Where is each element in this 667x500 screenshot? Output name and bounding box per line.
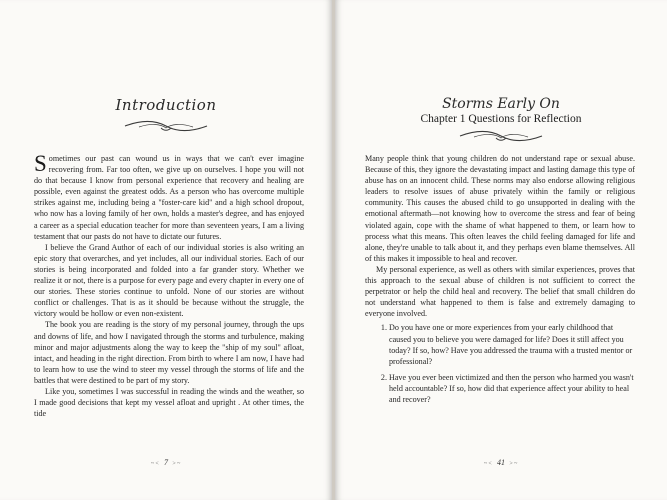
paragraph: My personal experience, as well as others with similar experiences, proves that this approach to the sexual abuse of children is not sufficient to correct the perpetrator or help the child heal and recovery. The belief that small children do not understand what happened to them is false and extremely damaging to everyone involved. xyxy=(365,264,635,319)
question-item: 2. Have you ever been victimized and then the person who harmed you wasn't held accountable? If so, how did that experience affect your ability to heal and recover? xyxy=(389,372,635,405)
right-body-text xyxy=(365,153,635,410)
footer-ornament-icon: ~< xyxy=(483,461,493,467)
paragraph: Sometimes our past can wound us in ways that we can't ever imagine recovering from. Far too often, we give up on ourselves. I hope you will not do that because I know from personal experience that recovery and healing are possible, even against the greatest odds. As a person who has overcome multiple strikes against me, including being a "foster-care kid" and a high school dropout, who now has a loving family of her own, holds a master's degree, and has enjoyed a career as a special education teacher for more than seventeen years, I am a living testament that our pasts do not have to dictate our futures. xyxy=(34,151,304,241)
drop-cap: S xyxy=(34,151,47,176)
reflection-questions xyxy=(365,322,635,405)
page-number: 41 xyxy=(497,458,505,467)
page-footer xyxy=(335,458,667,467)
paragraph: The book you are reading is the story of my personal journey, through the ups and downs of life, and how I navigated through the storms and turbulence, making minor and major adjustments along the way to keep the "ship of my soul" afloat, intact, and heading in the right direction. From birth to where I am now, I have had to learn how to use the wind to steer my vessel through the storms of life and the battles that were destined to be part of my story. xyxy=(34,320,304,385)
right-page xyxy=(335,0,667,500)
left-body-text xyxy=(34,153,304,419)
footer-ornament-icon: ~< xyxy=(150,461,160,467)
flourish-ornament-icon xyxy=(456,128,546,144)
question-item: 1. Do you have one or more experiences from your early childhood that caused you to believe you were damaged for life? Does it still affect you today? If so, how? Have you addressed the trauma with a trusted mentor or professional? xyxy=(389,322,635,366)
chapter-title: Storms Early On xyxy=(442,96,560,112)
left-page xyxy=(0,0,332,500)
page-number: 7 xyxy=(164,458,168,467)
flourish-ornament-icon xyxy=(121,118,211,134)
paragraph: I believe the Grand Author of each of our individual stories is also writing an epic story that overarches, and yet includes, all our individual stories. Each of our stories is being incorporated and folded into a far grander story. Whether we realize it or not, there is a purpose for every page and every chapter in every one of our stories. These stories continue to unfold. None of our stories are without conflict or challenges. That is as it should be because without the struggle, the victory would be hollow or even non-existent. xyxy=(34,242,304,319)
chapter-title: Introduction xyxy=(115,96,217,114)
paragraph: Like you, sometimes I was successful in reading the winds and the weather, so I made good decisions that kept my vessel afloat and upright . At other times, the tide xyxy=(34,386,304,419)
chapter-subtitle: Chapter 1 Questions for Reflection xyxy=(420,113,582,125)
page-footer xyxy=(0,458,332,467)
footer-ornament-icon: >~ xyxy=(509,461,519,467)
paragraph: Many people think that young children do not understand rape or sexual abuse. Because of this, they ignore the devastating impact and lasting damage this type of abuse has on an innocent child. These norms may also endorse allowing religious leaders to resolve issues of abuse privately within the family or religious community. This causes the abused child to go unsupported in dealing with the emotional aftermath—not knowing how to overcome the stress and fear of being violated again, cope with the shame of what happened to them, or learn how to process what this means. This often leaves the child feeling damaged for life and alone, they're unable to talk about it, and they perhaps even blame themselves. All of this makes it impossible to heal and recover. xyxy=(365,154,635,263)
footer-ornament-icon: >~ xyxy=(172,461,182,467)
